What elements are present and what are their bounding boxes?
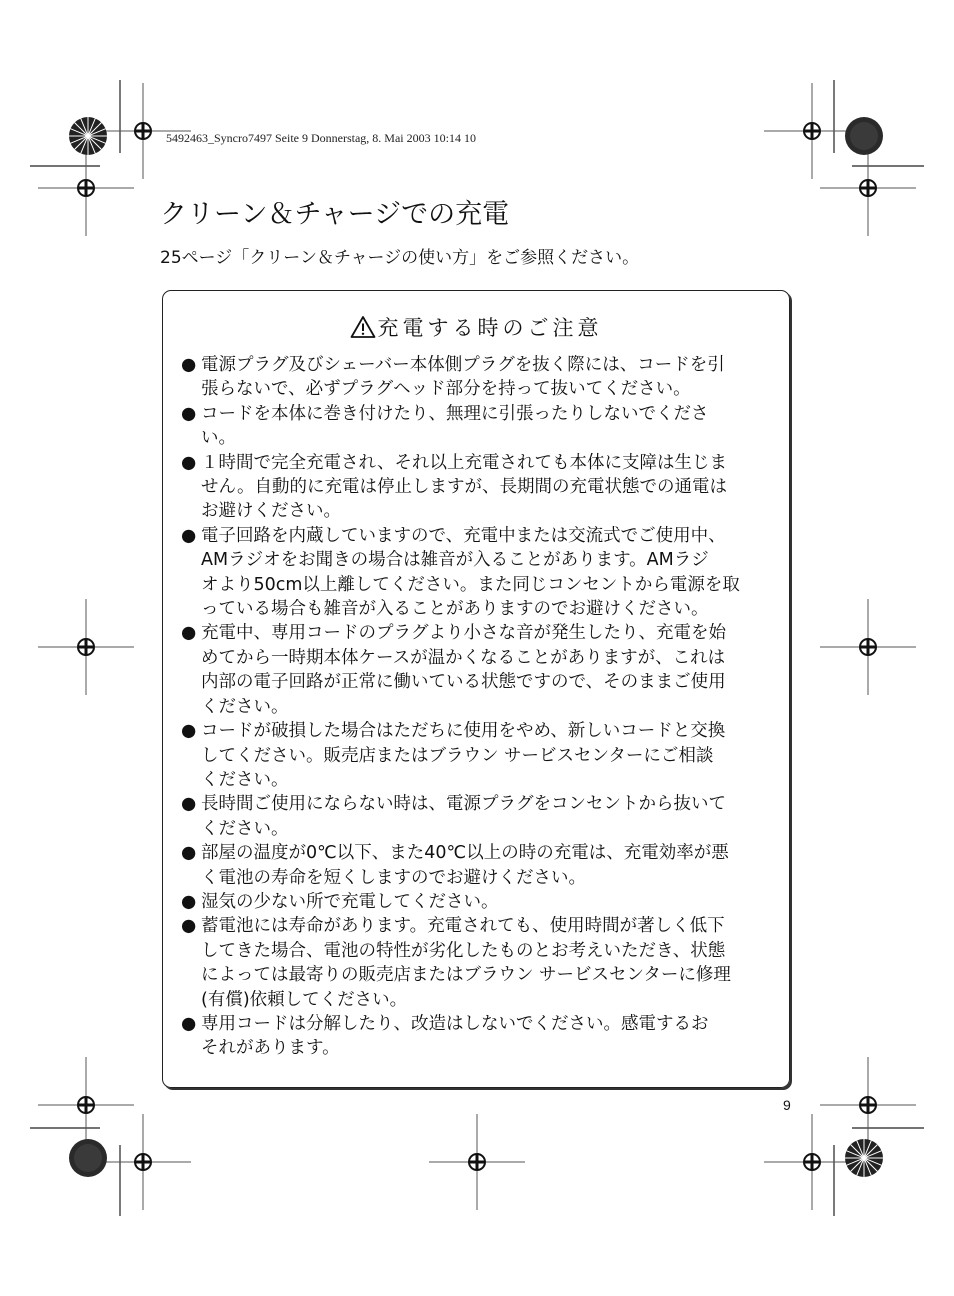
caution-item xyxy=(181,524,781,622)
caution-item xyxy=(181,841,781,890)
caution-item-line: 蓄電池には寿命があります。充電されても、使用時間が著しく低下 xyxy=(201,916,725,937)
intro-text: 25ページ「クリーン＆チャージの使い方」をご参照ください。 xyxy=(160,248,640,268)
caution-item-line: してください。販売店またはブラウン サービスセンターにご相談 xyxy=(201,745,714,766)
caution-item-line: 内部の電子回路が正常に働いている状態ですので、そのままご使用 xyxy=(201,672,726,693)
caution-item-line: ください。 xyxy=(201,769,289,790)
caution-item xyxy=(181,719,781,792)
caution-item-line: せん。自動的に充電は停止しますが、長期間の充電状態での通電は xyxy=(201,477,728,498)
bullet-icon: ● xyxy=(181,525,197,546)
caution-item-line: (有償)依頼してください。 xyxy=(201,989,408,1010)
caution-item-line: く電池の寿命を短くしますのでお避けください。 xyxy=(201,867,586,888)
warning-triangle-icon xyxy=(350,315,376,344)
caution-item-line: めてから一時期本体ケースが温かくなることがありますが、これは xyxy=(201,647,726,668)
caution-item-line: 部屋の温度が0℃以下、また40℃以上の時の充電は、充電効率が悪 xyxy=(201,843,729,864)
caution-item-line: ください。 xyxy=(201,696,289,717)
caution-item-line: ください。 xyxy=(201,818,289,839)
print-slug: 5492463_Syncro7497 Seite 9 Donnerstag, 8. Mai 2003 10:14 10 xyxy=(166,131,476,145)
bullet-icon: ● xyxy=(181,355,197,375)
caution-item xyxy=(181,890,781,914)
caution-item-line: AMラジオをお聞きの場合は雑音が入ることがあります。AMラジ xyxy=(201,550,709,571)
caution-item-line: っている場合も雑音が入ることがありますのでお避けください。 xyxy=(201,599,709,620)
bullet-icon: ● xyxy=(181,1013,197,1034)
caution-item xyxy=(181,451,781,524)
caution-item xyxy=(181,402,781,451)
caution-heading-text: 充電する時のご注意 xyxy=(377,316,603,340)
caution-item xyxy=(181,1012,781,1061)
bullet-icon: ● xyxy=(181,916,197,937)
caution-list xyxy=(181,353,781,1061)
caution-item-line: オより50cm以上離してください。また同じコンセントから電源を取 xyxy=(201,574,740,595)
bullet-icon: ● xyxy=(181,721,197,742)
caution-item-line: コードを本体に巻き付けたり、無理に引張ったりしないでくださ xyxy=(201,403,709,424)
caution-item-line: い。 xyxy=(201,428,236,449)
bullet-icon: ● xyxy=(181,891,197,912)
caution-item-line: 長時間ご使用にならない時は、電源プラグをコンセントから抜いて xyxy=(201,794,726,815)
bullet-icon: ● xyxy=(181,843,197,864)
caution-item-line: それがあります。 xyxy=(201,1038,340,1059)
bullet-icon: ● xyxy=(181,452,197,473)
caution-item xyxy=(181,621,781,719)
caution-item-line: によっては最寄りの販売店またはブラウン サービスセンターに修理 xyxy=(201,965,731,986)
caution-item-line: 張らないで、必ずプラグヘッド部分を持って抜いてください。 xyxy=(201,379,691,400)
caution-item xyxy=(181,792,781,841)
page-title: クリーン＆チャージでの充電 xyxy=(160,199,510,230)
caution-item-line: 湿気の少ない所で充電してください。 xyxy=(201,891,499,912)
caution-item-line: 電子回路を内蔵していますので、充電中または交流式でご使用中、 xyxy=(201,525,726,546)
caution-item-line: 専用コードは分解したり、改造はしないでください。感電するお xyxy=(201,1013,709,1034)
bullet-icon: ● xyxy=(181,794,197,815)
caution-item-line: コードが破損した場合はただちに使用をやめ、新しいコードと交換 xyxy=(201,721,726,742)
caution-heading xyxy=(162,312,790,344)
caution-item xyxy=(181,353,781,402)
caution-item xyxy=(181,914,781,1012)
bullet-icon: ● xyxy=(181,623,197,644)
caution-item-line: 充電中、専用コードのプラグより小さな音が発生したり、充電を始 xyxy=(201,623,726,644)
caution-item-line: １時間で完全充電され、それ以上充電されても本体に支障は生じま xyxy=(201,452,728,473)
bullet-icon: ● xyxy=(181,403,197,424)
caution-item-line: お避けください。 xyxy=(201,501,341,522)
caution-item-line: 電源プラグ及びシェーバー本体側プラグを抜く際には、コードを引 xyxy=(201,355,725,375)
caution-item-line: してきた場合、電池の特性が劣化したものとお考えいただき、状態 xyxy=(201,940,726,961)
page-number: 9 xyxy=(783,1097,791,1113)
